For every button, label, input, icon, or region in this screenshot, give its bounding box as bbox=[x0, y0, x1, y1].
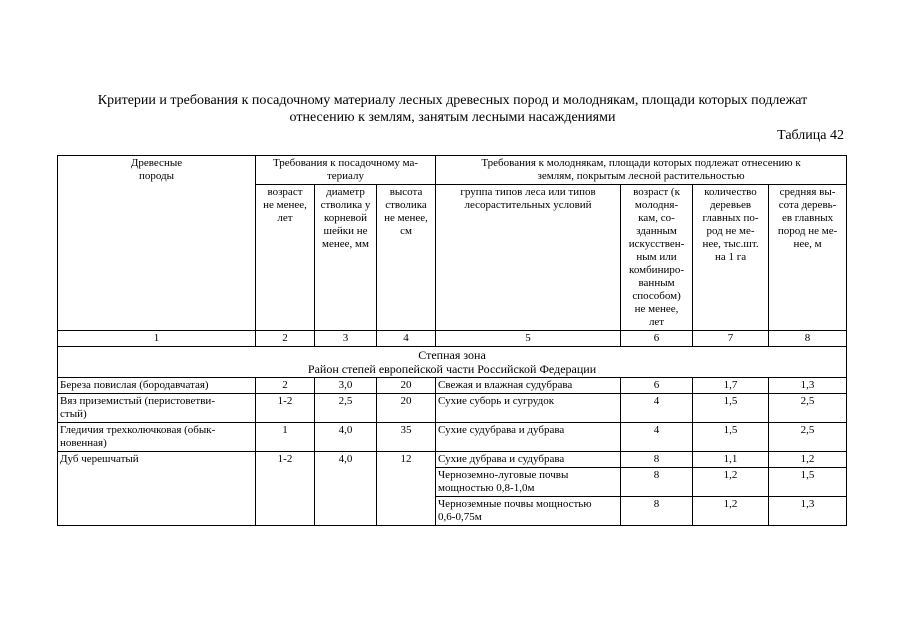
avg-height-cell: 2,5 bbox=[769, 423, 847, 452]
col-number: 3 bbox=[315, 331, 377, 347]
header-young-age: возраст (к молодня- кам, со- зданным искусствен- ным или комбиниро- ванным способом) не менее, лет bbox=[621, 185, 693, 331]
col-number: 2 bbox=[256, 331, 315, 347]
column-numbers-row bbox=[58, 331, 847, 347]
diameter-cell: 3,0 bbox=[315, 378, 377, 394]
forest-type-cell: Сухие судубрава и дубрава bbox=[436, 423, 621, 452]
table-row bbox=[58, 378, 847, 394]
height-cell: 12 bbox=[377, 452, 436, 526]
forest-type-cell: Свежая и влажная судубрава bbox=[436, 378, 621, 394]
age-cell: 1-2 bbox=[256, 394, 315, 423]
avg-height-cell: 1,2 bbox=[769, 452, 847, 468]
age-cell: 1-2 bbox=[256, 452, 315, 526]
tree-count-cell: 1,1 bbox=[693, 452, 769, 468]
table-row bbox=[58, 394, 847, 423]
header-age: возраст не менее, лет bbox=[256, 185, 315, 331]
height-cell: 20 bbox=[377, 394, 436, 423]
diameter-cell: 4,0 bbox=[315, 423, 377, 452]
col-number: 5 bbox=[436, 331, 621, 347]
forest-type-cell: Сухие дубрава и судубрава bbox=[436, 452, 621, 468]
col-number: 4 bbox=[377, 331, 436, 347]
criteria-table bbox=[57, 155, 847, 526]
diameter-cell: 2,5 bbox=[315, 394, 377, 423]
forest-type-cell: Черноземные почвы мощностью 0,6-0,75м bbox=[436, 497, 621, 526]
header-row-1 bbox=[58, 156, 847, 185]
young-age-cell: 8 bbox=[621, 497, 693, 526]
tree-count-cell: 1,5 bbox=[693, 423, 769, 452]
header-diameter: диаметр стволика у корневой шейки не менее, мм bbox=[315, 185, 377, 331]
header-avg-height: средняя вы- сота деревь- ев главных пород не ме- нее, м bbox=[769, 185, 847, 331]
header-height: высота стволика не менее, см bbox=[377, 185, 436, 331]
title-line-2: отнесению к землям, занятым лесными насаждениями bbox=[289, 110, 616, 125]
age-cell: 1 bbox=[256, 423, 315, 452]
tree-count-cell: 1,7 bbox=[693, 378, 769, 394]
col-number: 8 bbox=[769, 331, 847, 347]
diameter-cell: 4,0 bbox=[315, 452, 377, 526]
age-cell: 2 bbox=[256, 378, 315, 394]
forest-type-cell: Черноземно-луговые почвы мощностью 0,8-1,0м bbox=[436, 468, 621, 497]
header-species: Древесные породы bbox=[58, 156, 256, 331]
table-row bbox=[58, 452, 847, 468]
zone-row bbox=[58, 347, 847, 378]
species-cell: Вяз приземистый (перистоветви- стый) bbox=[58, 394, 256, 423]
table-title bbox=[40, 92, 865, 126]
height-cell: 35 bbox=[377, 423, 436, 452]
species-cell: Гледичия трехколючковая (обык- новенная) bbox=[58, 423, 256, 452]
header-planting-material: Требования к посадочному ма- териалу bbox=[256, 156, 436, 185]
young-age-cell: 6 bbox=[621, 378, 693, 394]
young-age-cell: 8 bbox=[621, 468, 693, 497]
young-age-cell: 4 bbox=[621, 423, 693, 452]
avg-height-cell: 1,5 bbox=[769, 468, 847, 497]
height-cell: 20 bbox=[377, 378, 436, 394]
header-forest-type: группа типов леса или типов лесорастительных условий bbox=[436, 185, 621, 331]
table-number: Таблица 42 bbox=[777, 128, 844, 143]
avg-height-cell: 1,3 bbox=[769, 378, 847, 394]
avg-height-cell: 2,5 bbox=[769, 394, 847, 423]
species-cell: Дуб черешчатый bbox=[58, 452, 256, 526]
header-young-stands: Требования к молоднякам, площади которых подлежат отнесению к землям, покрытым лесной растительностью bbox=[436, 156, 847, 185]
tree-count-cell: 1,2 bbox=[693, 497, 769, 526]
young-age-cell: 4 bbox=[621, 394, 693, 423]
young-age-cell: 8 bbox=[621, 452, 693, 468]
tree-count-cell: 1,5 bbox=[693, 394, 769, 423]
tree-count-cell: 1,2 bbox=[693, 468, 769, 497]
col-number: 1 bbox=[58, 331, 256, 347]
species-cell: Береза повислая (бородавчатая) bbox=[58, 378, 256, 394]
header-tree-count: количество деревьев главных по- род не ме- нее, тыс.шт. на 1 га bbox=[693, 185, 769, 331]
zone-heading: Степная зона Район степей европейской части Российской Федерации bbox=[58, 347, 847, 378]
avg-height-cell: 1,3 bbox=[769, 497, 847, 526]
table-row bbox=[58, 423, 847, 452]
col-number: 7 bbox=[693, 331, 769, 347]
forest-type-cell: Сухие суборь и сугрудок bbox=[436, 394, 621, 423]
col-number: 6 bbox=[621, 331, 693, 347]
title-line-1: Критерии и требования к посадочному материалу лесных древесных пород и молоднякам, площади которых подлежат bbox=[97, 93, 808, 108]
